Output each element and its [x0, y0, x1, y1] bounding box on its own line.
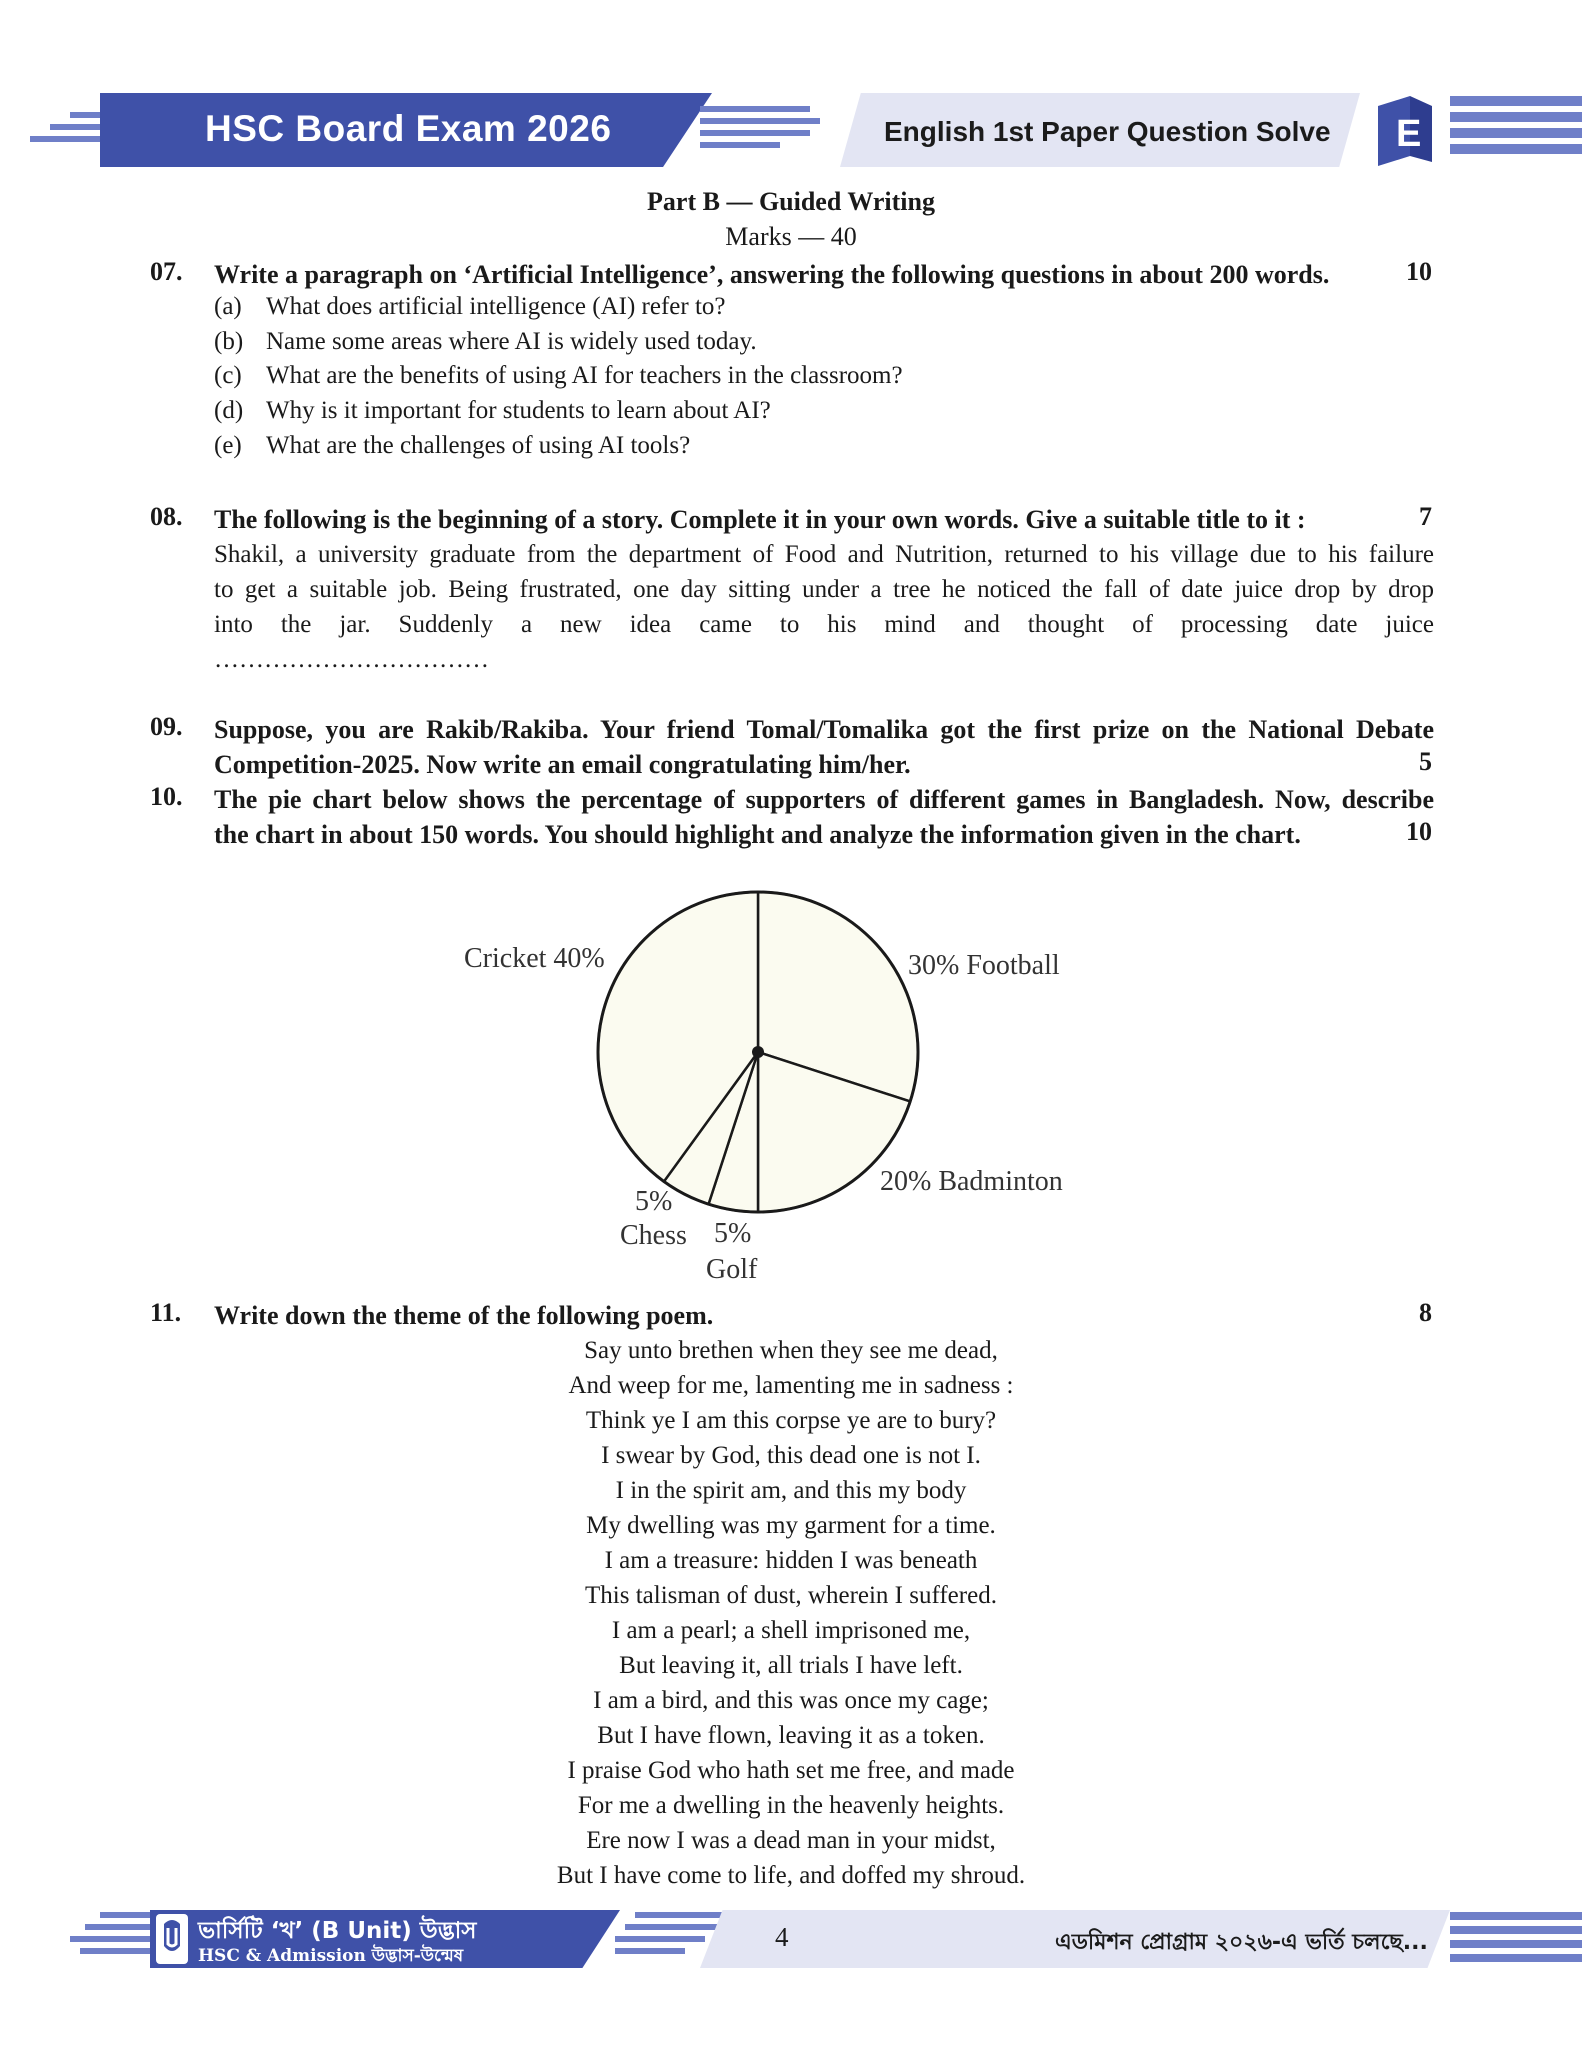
question-07-item-label: (d) — [214, 397, 244, 424]
poem-line: But leaving it, all trials I have left. — [619, 1652, 963, 1679]
footer-brand-line1: ভার্সিটি ‘খ’ (B Unit) উদ্ভাস — [198, 1918, 477, 1944]
footer-brand-line2: HSC & Admission উদ্ভাস-উন্মেষ — [198, 1946, 464, 1966]
question-08-marks: 7 — [1419, 502, 1432, 531]
question-11-text: Write down the theme of the following poem. — [214, 1301, 714, 1330]
question-08-number: 08. — [150, 502, 183, 531]
question-10-marks: 10 — [1406, 817, 1432, 846]
question-10-number: 10. — [150, 782, 183, 811]
question-07-marks: 10 — [1406, 257, 1432, 286]
poem-line: Say unto brethen when they see me dead, — [584, 1337, 998, 1364]
footer-right-stripes — [1450, 1912, 1582, 1968]
question-07-item-text: What are the challenges of using AI tools? — [266, 432, 691, 459]
poem-line: But I have flown, leaving it as a token. — [597, 1722, 985, 1749]
poem-line: I swear by God, this dead one is not I. — [601, 1442, 981, 1469]
question-07-item-label: (e) — [214, 432, 242, 459]
question-07-item-text: Why is it important for students to learn about AI? — [266, 397, 771, 424]
udvash-logo-icon — [154, 1912, 190, 1966]
question-07-item-text: What are the benefits of using AI for teachers in the classroom? — [266, 362, 903, 389]
question-09-marks: 5 — [1419, 747, 1432, 776]
poem-line: I am a treasure: hidden I was beneath — [604, 1547, 978, 1574]
slice-label-golf-name: Golf — [706, 1254, 758, 1285]
question-08-story-line: into the jar. Suddenly a new idea came to his mind and thought of processing date juice — [214, 611, 1434, 638]
question-07-number: 07. — [150, 257, 183, 286]
page-number: 4 — [775, 1922, 789, 1952]
question-10-text-line1: The pie chart below shows the percentage of supporters of different games in Bangladesh. Now, describe — [214, 785, 1434, 814]
question-08-story-line: to get a suitable job. Being frustrated, one day sitting under a tree he noticed the fall of date juice drop by drop — [214, 576, 1434, 603]
poem-line: This talisman of dust, wherein I suffered. — [585, 1582, 997, 1609]
footer-left-stripes — [70, 1912, 160, 1960]
slice-label-chess-pct: 5% — [635, 1186, 673, 1217]
footer-admission-text: এডমিশন প্রোগ্রাম ২০২৬-এ ভর্তি চলছে... — [1055, 1930, 1428, 1955]
question-07-item-text: Name some areas where AI is widely used today. — [266, 328, 757, 355]
question-07-item-label: (b) — [214, 328, 244, 355]
slice-label-cricket: Cricket 40% — [464, 943, 605, 974]
poem-line: I praise God who hath set me free, and made — [567, 1757, 1015, 1784]
poem-line: And weep for me, lamenting me in sadness : — [568, 1372, 1014, 1399]
question-09-number: 09. — [150, 712, 183, 741]
question-09-text-line1: Suppose, you are Rakib/Rakiba. Your friend Tomal/Tomalika got the first prize on the National Debate — [214, 715, 1434, 744]
section-title: Part B — Guided Writing — [647, 187, 935, 216]
poem-line: I am a bird, and this was once my cage; — [593, 1687, 989, 1714]
section-marks: Marks — 40 — [725, 222, 857, 251]
question-08-text: The following is the beginning of a story. Complete it in your own words. Give a suitable title to it : — [214, 505, 1306, 534]
question-09-text-line2: Competition-2025. Now write an email congratulating him/her. — [214, 750, 911, 779]
question-11-number: 11. — [150, 1298, 182, 1327]
question-07-item-label: (a) — [214, 293, 242, 320]
poem-line: Think ye I am this corpse ye are to bury? — [585, 1407, 997, 1434]
slice-label-golf-pct: 5% — [714, 1218, 752, 1249]
question-11-marks: 8 — [1419, 1298, 1432, 1327]
question-07-item-label: (c) — [214, 362, 242, 389]
question-07-text: Write a paragraph on ‘Artificial Intelligence’, answering the following questions in about 200 words. — [214, 260, 1330, 289]
poem-line: For me a dwelling in the heavenly heights. — [577, 1792, 1005, 1819]
question-08-story-line: Shakil, a university graduate from the department of Food and Nutrition, returned to his village due to his failure — [214, 541, 1434, 568]
poem-line: I am a pearl; a shell imprisoned me, — [611, 1617, 971, 1644]
pie-center-dot — [752, 1046, 764, 1058]
svg-text:E: E — [1396, 113, 1422, 155]
poem-line: But I have come to life, and doffed my shroud. — [556, 1862, 1026, 1889]
header-exam-title: HSC Board Exam 2026 — [205, 108, 612, 149]
slice-label-chess-name: Chess — [620, 1220, 687, 1251]
question-08-dots: …………………………… — [214, 646, 489, 673]
poem-line: My dwelling was my garment for a time. — [586, 1512, 996, 1539]
poem-line: I in the spirit am, and this my body — [615, 1477, 967, 1504]
header-paper-title: English 1st Paper Question Solve — [884, 116, 1331, 147]
question-07-item-text: What does artificial intelligence (AI) refer to? — [266, 293, 726, 320]
slice-label-badminton: 20% Badminton — [880, 1166, 1063, 1197]
poem-line: Ere now I was a dead man in your midst, — [586, 1827, 996, 1854]
slice-label-football: 30% Football — [908, 950, 1060, 981]
question-10-text-line2: the chart in about 150 words. You should highlight and analyze the information given in the chart. — [214, 820, 1301, 849]
